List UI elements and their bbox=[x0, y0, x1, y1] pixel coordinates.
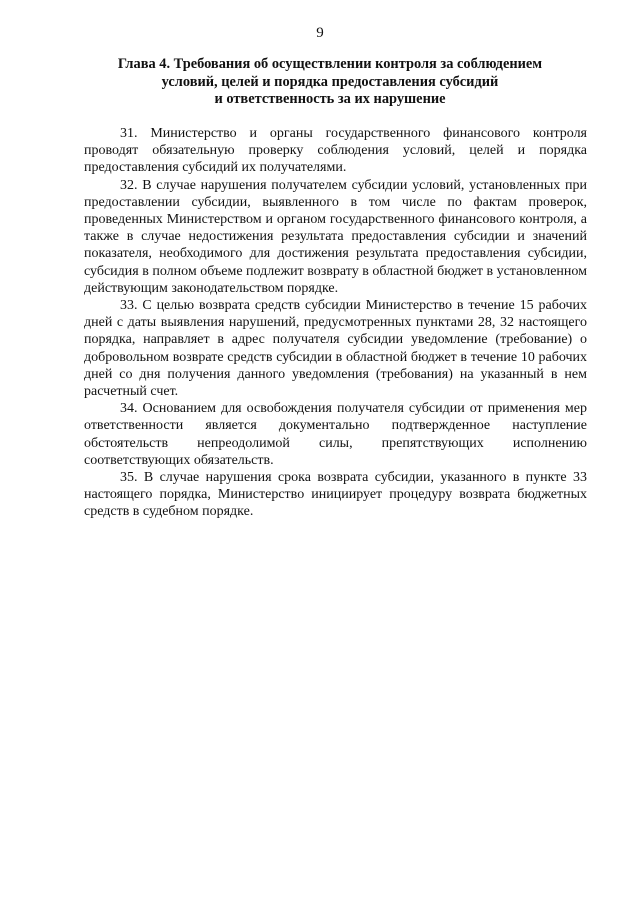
page-number: 9 bbox=[316, 25, 324, 41]
chapter-title-line-2: условий, целей и порядка предоставления субсидий bbox=[161, 73, 499, 90]
chapter-title-line-1: Глава 4. Требования об осуществлении контроля за соблюдением bbox=[117, 56, 543, 72]
paragraph-32: 32. В случае нарушения получателем субсидии условий, установленных при предоставлении субсидии, выявленного в том числе по фактам проверок, проведенных Министерством и органом государственного финансового контроля, а также в случае недостижения результата предоставления субсидии и значений показателя, необходимого для достижения результата предоставления субсидии, субсидия в полном объеме подлежит возврату в областной бюджет в установленном действующим законодательством порядке. bbox=[84, 177, 587, 296]
chapter-title-line-3: и ответственность за их нарушение bbox=[214, 91, 446, 107]
paragraph-34: 34. Основанием для освобождения получателя субсидии от применения мер ответственности является документально подтвержденное наступление обстоятельств непреодолимой силы, препятствующих исполнению соответствующих обязательств. bbox=[84, 401, 587, 468]
paragraph-33: 33. С целью возврата средств субсидии Министерство в течение 15 рабочих дней с даты выявления нарушений, предусмотренных пунктами 28, 32 настоящего порядка, направляет в адрес получателя субсидии уведомление (требование) о добровольном возврате средств субсидии в областной бюджет в течение 10 рабочих дней со дня получения данного уведомления (требования) на указанный в нем расчетный счет. bbox=[84, 298, 587, 400]
paragraph-35: 35. В случае нарушения срока возврата субсидии, указанного в пункте 33 настоящего порядка, Министерство инициирует процедуру возврата бюджетных средств в судебном порядке. bbox=[84, 470, 587, 520]
document-body bbox=[84, 125, 587, 521]
paragraph-31: 31. Министерство и органы государственного финансового контроля проводят обязательную проверку соблюдения условий, целей и порядка предоставления субсидий их получателями. bbox=[84, 126, 587, 176]
chapter-title bbox=[100, 56, 560, 109]
